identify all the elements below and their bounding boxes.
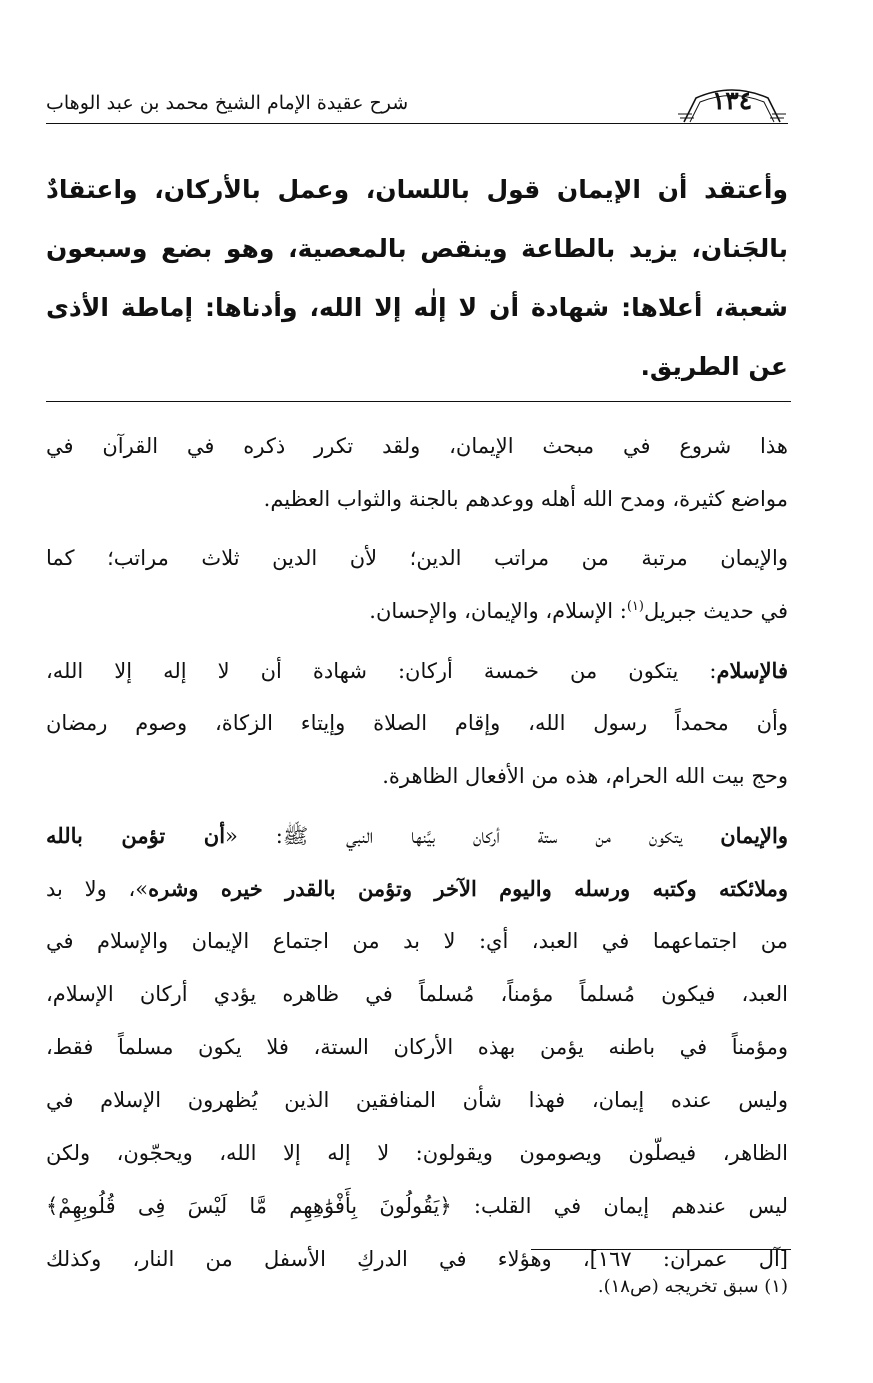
text-line: والإيمان مرتبة من مراتب الدين؛ لأن الدين ثلاث مراتب؛ كما [46,546,788,570]
text-line [46,644,788,697]
hadith-quote: وملائكته وكتبه ورسله واليوم الآخر وتؤمن بالقدر خيره وشره [148,876,789,901]
paragraph [46,644,788,803]
text-line: وحج بيت الله الحرام، هذه من الأفعال الظاهرة. [382,764,788,788]
text-line [46,809,788,862]
text-run: في حديث جبريل [643,599,788,623]
text-line: هذا شروع في مبحث الإيمان، ولقد تكرر ذكره في القرآن في [46,434,788,458]
text-run: يتكون من ستة أركان بيَّنها النبي ﷺ: « [225,824,721,848]
matn-line: شعبة، أعلاها: شهادة أن لا إلٰه إلا الله، وأدناها: إماطة الأذى [46,293,788,322]
text-run: : الإسلام، والإيمان، والإحسان. [369,599,627,623]
text-run: : يتكون من خمسة أركان: شهادة أن لا إله إلا الله، [46,659,717,683]
commentary [46,420,788,1286]
text-run: »، ولا بد [46,877,149,901]
footnote: (١) سبق تخريجه (ص١٨). [597,1276,788,1297]
text-line: من اجتماعهما في العبد، أي: لا بد من اجتماع الإيمان والإسلام في [46,929,788,953]
footnote-ref[interactable]: (١) [626,599,644,614]
matn-line: بالجَنان، يزيد بالطاعة وينقص بالمعصية، وهو بضع وسبعون [46,234,788,263]
section-separator [46,401,791,402]
text-line: العبد، فيكون مُسلماً مؤمناً، مُسلماً في ظاهره يؤدي أركان الإسلام، [46,982,788,1006]
paragraph [46,420,788,526]
matn-line: وأعتقد أن الإيمان قول باللسان، وعمل بالأركان، واعتقادٌ [46,175,788,204]
header-rule [46,123,788,124]
running-title-text: شرح عقيدة الإمام الشيخ محمد بن عبد الوهاب [46,92,409,114]
text-line: الظاهر، فيصلّون ويصومون ويقولون: لا إله إلا الله، ويحجّون، ولكن [46,1141,788,1165]
quran-verse-line: ليس عندهم إيمان في القلب: ﴿يَقُولُونَ بِأَفْوَٰهِهِم مَّا لَيْسَ فِى قُلُوبِهِمْ﴾ [46,1194,788,1218]
text-line: وليس عنده إيمان، فهذا شأن المنافقين الذين يُظهرون الإسلام في [46,1088,788,1112]
matn-text [46,160,788,396]
text-line: ومؤمناً في باطنه يؤمن بهذه الأركان الستة، فلا يكون مسلماً فقط، [46,1035,788,1059]
term-islam: فالإسلام [716,658,788,683]
footnote-separator [531,1249,791,1250]
paragraph [46,809,788,1286]
hadith-quote: أن تؤمن بالله [46,823,226,848]
text-line: وأن محمداً رسول الله، وإقام الصلاة وإيتاء الزكاة، وصوم رمضان [46,711,788,735]
term-iman: والإيمان [720,823,788,848]
running-title [46,92,636,114]
paragraph [46,532,788,638]
text-line: مواضع كثيرة، ومدح الله أهله ووعدهم بالجنة والثواب العظيم. [263,487,788,511]
page-number: ١٣٤ [711,86,753,115]
text-line [46,585,788,638]
matn-line: عن الطريق. [640,352,788,381]
text-line [46,862,788,915]
page-number-ornament [676,84,788,124]
text-line: [آل عمران: ١٦٧]، وهؤلاء في الدركِ الأسفل من النار، وكذلك [46,1247,788,1271]
